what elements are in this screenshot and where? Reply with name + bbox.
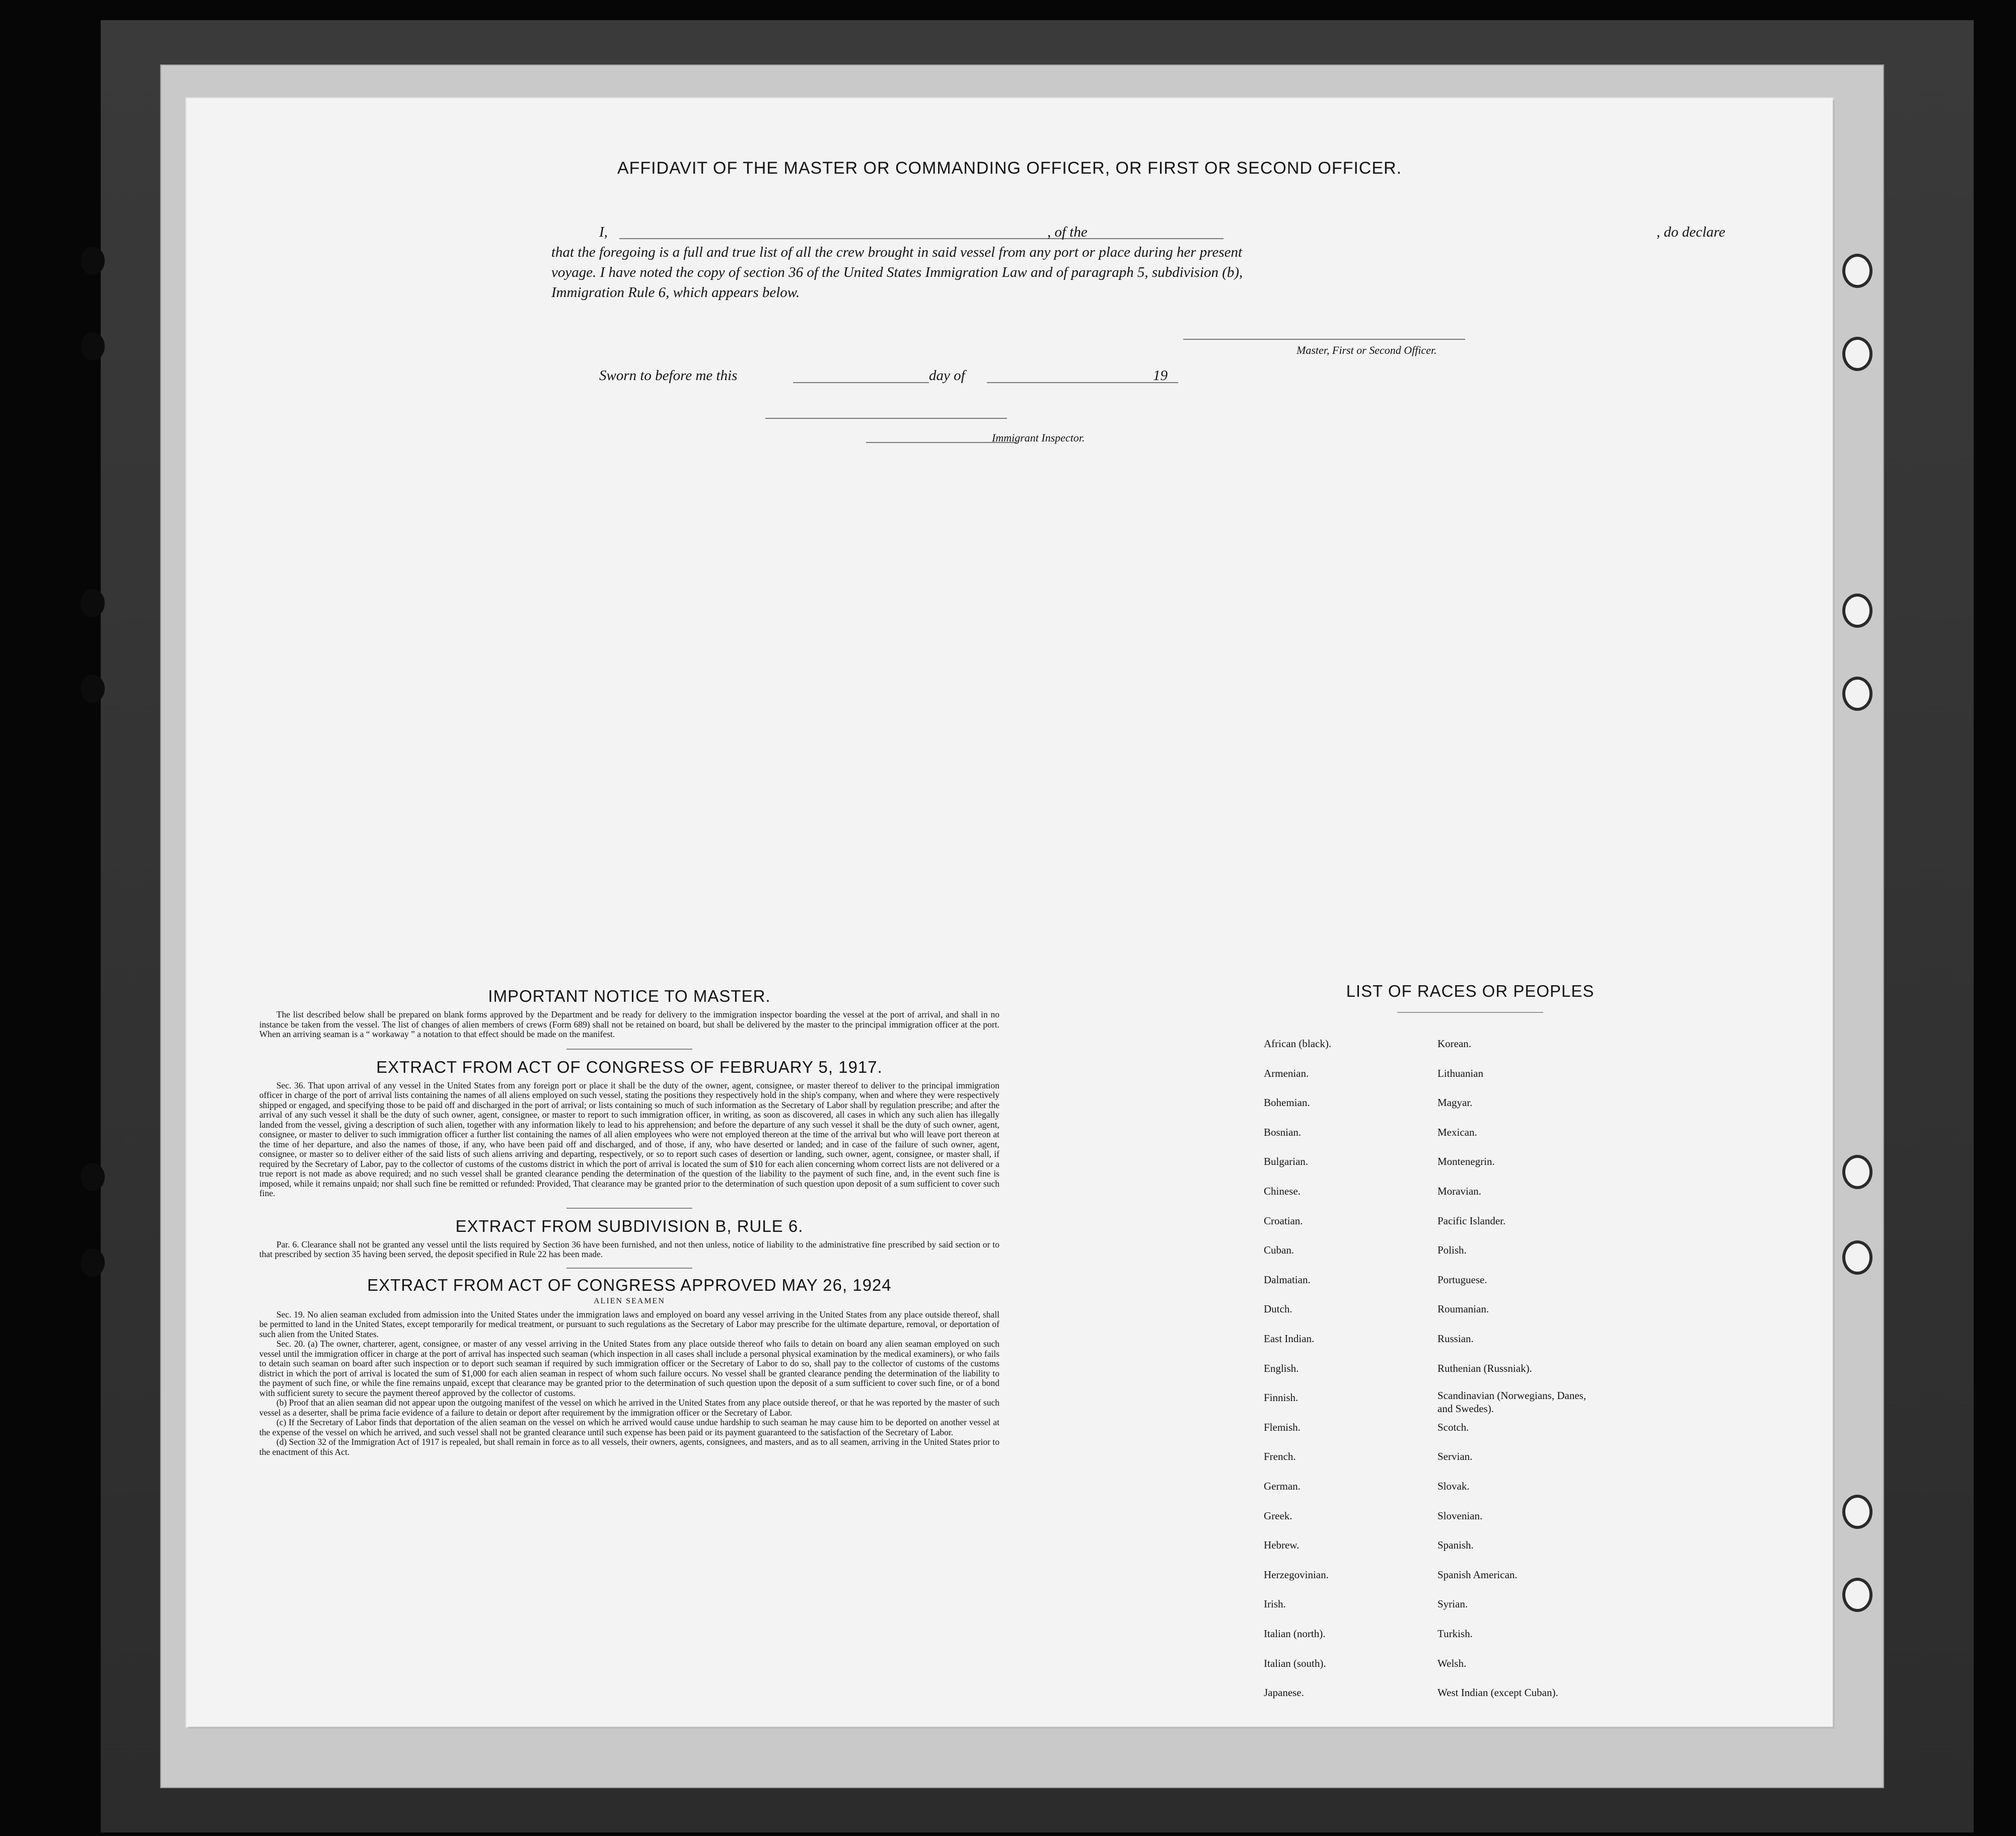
race-item: Dalmatian. — [1264, 1273, 1311, 1286]
race-item: Croatian. — [1264, 1214, 1303, 1227]
race-item: Roumanian. — [1437, 1303, 1489, 1315]
sworn-month-blank — [987, 382, 1178, 383]
race-item: Chinese. — [1264, 1185, 1301, 1197]
race-item: Slovenian. — [1437, 1509, 1483, 1522]
divider — [1397, 1012, 1543, 1013]
race-item: Flemish. — [1264, 1421, 1301, 1433]
race-item: Mexican. — [1437, 1126, 1477, 1138]
extract-1924-sec19: Sec. 19. No alien seaman excluded from admission into the United States under the immigration laws and employed on board any vessel arriving in the United States from any place outside thereof, shall be permitted to land in the United States, except temporarily for medical treatment, or pursuant to such regulations as the Secretary of Labor may prescribe for the ultimate departure, removal, or deportation of such alien from the United States. — [259, 1309, 999, 1339]
race-item: Slovak. — [1437, 1480, 1470, 1492]
affidavit-line-4: Immigration Rule 6, which appears below. — [551, 284, 800, 301]
extract-1917-title: EXTRACT FROM ACT OF CONGRESS OF FEBRUARY 5, 1917. — [376, 1057, 883, 1076]
affidavit-of-the: , of the — [1047, 224, 1088, 240]
race-item: Hebrew. — [1264, 1539, 1300, 1552]
race-item: East Indian. — [1264, 1333, 1315, 1345]
race-item: Italian (north). — [1264, 1628, 1326, 1640]
race-item: Pacific Islander. — [1437, 1214, 1506, 1227]
binder-hole-right — [1845, 1581, 1869, 1609]
inspector-blank-1 — [765, 418, 1007, 419]
race-item: Welsh. — [1437, 1657, 1467, 1669]
extract-1924-sec20d: (d) Section 32 of the Immigration Act of 1917 is repealed, but shall remain in force as to all vessels, their owners, agents, consignees, and masters, and as to all seamen, arriving in the United States prior to the enactment of this Act. — [259, 1437, 999, 1457]
binder-hole-right — [1845, 257, 1869, 285]
race-item: Magyar. — [1437, 1096, 1473, 1109]
race-item: English. — [1264, 1362, 1299, 1374]
binder-hole-right — [1845, 1243, 1869, 1272]
binder-hole-left — [81, 1163, 105, 1191]
race-item: Spanish American. — [1437, 1568, 1518, 1581]
notice-title: IMPORTANT NOTICE TO MASTER. — [488, 987, 771, 1005]
race-item: French. — [1264, 1450, 1296, 1463]
race-item: Spanish. — [1437, 1539, 1474, 1552]
affidavit-i: I, — [599, 224, 608, 240]
race-item: Irish. — [1264, 1598, 1286, 1610]
sworn-day-of: day of — [929, 368, 965, 384]
notice-text: The list described below shall be prepared on blank forms approved by the Department and be ready for delivery to the immigration inspector boarding the vessel at the port of arrival, and shall in no instance be taken from the vessel. The list of changes of alien members of crews (Form 689) shall not be retained on board, but shall be delivered by the master to the principal immigration officer at the port. When an arriving seaman is a “ workaway ” a notation to that effect should be made on the manifest. — [259, 1009, 999, 1039]
race-item: West Indian (except Cuban). — [1437, 1686, 1558, 1699]
race-item: Italian (south). — [1264, 1657, 1326, 1669]
race-item: Moravian. — [1437, 1185, 1481, 1197]
binder-hole-right — [1845, 597, 1869, 625]
sworn-day-blank — [793, 382, 929, 383]
race-item: Greek. — [1264, 1509, 1292, 1522]
binder-hole-left — [81, 675, 105, 703]
manifest-page — [186, 98, 1833, 1727]
race-item: Russian. — [1437, 1333, 1474, 1345]
race-item: Bulgarian. — [1264, 1155, 1309, 1168]
race-item: German. — [1264, 1480, 1301, 1492]
master-signature-line — [1183, 339, 1465, 340]
race-item: Syrian. — [1437, 1598, 1468, 1610]
race-item: Servian. — [1437, 1450, 1473, 1463]
divider — [566, 1049, 692, 1050]
binder-hole-left — [81, 247, 105, 275]
binder-hole-right — [1845, 1158, 1869, 1186]
binder-hole-right — [1845, 1498, 1869, 1526]
binder-hole-left — [81, 1249, 105, 1277]
inspector-label: Immigrant Inspector. — [992, 431, 1085, 444]
extract-1924-subtitle: ALIEN SEAMEN — [594, 1296, 665, 1305]
extract-1924-sec20a: Sec. 20. (a) The owner, charterer, agent, consignee, or master of any vessel arriving in the United States from any place outside thereof who fails to detain on board any alien seaman employed on such vessel until the immigration officer in charge at the port of arrival has inspected such seaman (which inspection in all cases shall include a personal physical examination by the medical examiners), or who fails to detain such seaman on board after such inspection or to deport such seaman if required by such immigration officer or the Secretary of Labor to do so, shall pay to the collector of customs of the customs district in which the port of arrival is located the sum of $1,000 for each alien seaman in respect of whom such failure occurs. No vessel shall be granted clearance pending the determination of the liability to the payment of such fine, or while the fine remains unpaid, except that clearance may be granted prior to the determination of such question upon the deposit of a sum sufficient to cover such fine, or of a bond with sufficient surety to secure the payment thereof approved by the collector of customs. — [259, 1339, 999, 1398]
affidavit-line-2: that the foregoing is a full and true list of all the crew brought in said vessel from any port or place during her present — [551, 244, 1243, 260]
race-item: African (black). — [1264, 1038, 1332, 1050]
extract-1924-title: EXTRACT FROM ACT OF CONGRESS APPROVED MAY 26, 1924 — [367, 1275, 892, 1294]
affidavit-do-declare: , do declare — [1657, 224, 1725, 240]
race-item: Finnish. — [1264, 1391, 1299, 1404]
race-item: Herzegovinian. — [1264, 1568, 1329, 1581]
races-title: LIST OF RACES OR PEOPLES — [1346, 982, 1595, 1000]
race-item: Scotch. — [1437, 1421, 1469, 1433]
affidavit-title: AFFIDAVIT OF THE MASTER OR COMMANDING OFFICER, OR FIRST OR SECOND OFFICER. — [617, 159, 1402, 178]
affidavit-line-3: voyage. I have noted the copy of section 36 of the United States Immigration Law and of paragraph 5, subdivision (b), — [551, 264, 1243, 280]
race-item: Bohemian. — [1264, 1096, 1310, 1109]
race-item: Polish. — [1437, 1244, 1467, 1257]
race-item: Montenegrin. — [1437, 1155, 1495, 1168]
race-item: Japanese. — [1264, 1686, 1304, 1699]
extract-1917-text: Sec. 36. That upon arrival of any vessel in the United States from any foreign port or place it shall be the duty of the owner, agent, consignee, or master thereof to deliver to the principal immigration officer in charge of the port of arrival lists containing the names of all aliens employed on such vessel, stating the positions they respectively hold in the ship's company, when and where they were respectively shipped or engaged, and specifying those to be paid off and discharged in the port of arrival; or lists containing so much of such information as the Secretary of Labor shall by regulation prescribe; and after the arrival of any such vessel it shall be the duty of such owner, agent, consignee, or master to report to such immigration officer, in writing, as soon as discovered, all cases in which any such alien has illegally landed from the vessel, giving a description of such alien, together with any information likely to lead to his apprehension; and before the departure of any such vessel it shall be the duty of such owner, agent, consignee, or master to deliver to such immigration officer a further list containing the names of all alien employees who were not employed thereon at the time of the arrival but who will leave port thereon at the time of her departure, and also the names of those, if any, who have been paid off and discharged, and of those, if any, who have deserted or landed; and in case of the failure of such owner, agent, consignee, or master so to deliver either of the said lists of such aliens arriving and departing, respectively, or so to report such cases of desertion or landing, such owner, agent, consignee, or master shall, if required by the Secretary of Labor, pay to the collector of customs of the customs district in which the port of arrival is located the sum of $10 for each alien concerning whom correct lists are not delivered or a true report is not made as above required; and no such vessel shall be granted clearance pending the determination of the question of the liability to the payment of such fine, and, in the event such fine is imposed, while it remains unpaid; nor shall such fine be remitted or refunded: Provided, That clearance may be granted prior to the determination of such question upon deposit of a sum sufficient to cover such fine. — [259, 1080, 999, 1198]
race-item: Portuguese. — [1437, 1273, 1487, 1286]
divider — [566, 1208, 692, 1209]
name-blank — [619, 238, 1223, 239]
race-item: Armenian. — [1264, 1067, 1309, 1079]
extract-1924-sec20b: (b) Proof that an alien seaman did not appear upon the outgoing manifest of the vessel on which he arrived in the United States from any place outside thereof, or that he was reported by the master of such vessel as a deserter, shall be prima facie evidence of a failure to detain or deport after requirement by the immigration officer or the Secretary of Labor. — [259, 1398, 999, 1418]
race-item: Lithuanian — [1437, 1067, 1483, 1079]
race-item: Ruthenian (Russniak). — [1437, 1362, 1532, 1374]
extract-1924-sec20c: (c) If the Secretary of Labor finds that deportation of the alien seaman on the vessel on which he arrived would cause undue hardship to such seaman he may cause him to be deported on another vessel at the expense of the vessel on which he arrived, and such vessel shall not be granted clearance until such expense has been paid or its payment guaranteed to the satisfaction of the Secretary of Labor. — [259, 1417, 999, 1437]
binder-hole-left — [81, 589, 105, 617]
binder-hole-right — [1845, 340, 1869, 368]
race-item: Turkish. — [1437, 1628, 1473, 1640]
divider — [566, 1268, 692, 1269]
race-item: Korean. — [1437, 1038, 1472, 1050]
extract-rule6-text: Par. 6. Clearance shall not be granted any vessel until the lists required by Section 36 have been furnished, and not then unless, notice of liability to the administrative fine prescribed by said section or to that prescribed by section 35 having been served, the deposit specified in Rule 22 has been made. — [259, 1239, 999, 1259]
master-signature-label: Master, First or Second Officer. — [1297, 344, 1437, 356]
race-item: Bosnian. — [1264, 1126, 1302, 1138]
binder-hole-right — [1845, 680, 1869, 708]
binder-hole-left — [81, 332, 105, 360]
notices-column — [259, 987, 999, 1457]
race-item: Scandinavian (Norwegians, Danes, and Swedes). — [1437, 1389, 1587, 1415]
extract-rule6-title: EXTRACT FROM SUBDIVISION B, RULE 6. — [455, 1216, 804, 1235]
sworn-text: Sworn to before me this — [599, 368, 738, 384]
race-item: Cuban. — [1264, 1244, 1294, 1257]
race-item: Dutch. — [1264, 1303, 1292, 1315]
sworn-year: 19 — [1153, 368, 1168, 384]
